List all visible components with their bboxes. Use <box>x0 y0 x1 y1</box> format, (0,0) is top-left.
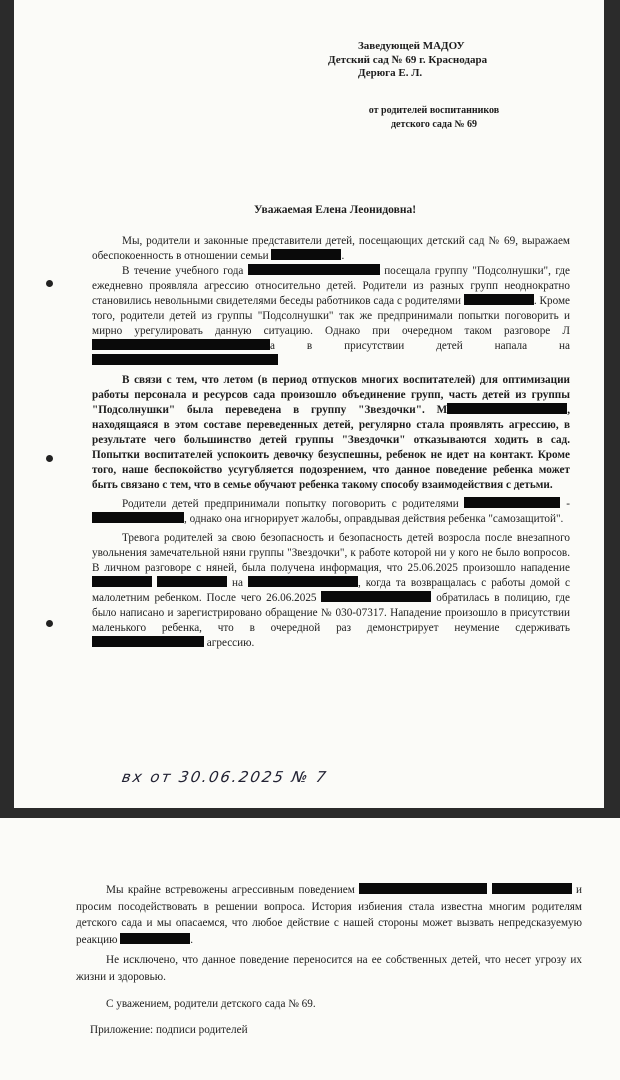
closing: С уважением, родители детского сада № 69. <box>106 997 316 1010</box>
sender-line-1: от родителей воспитанников <box>368 105 500 116</box>
redaction-bar <box>120 933 190 944</box>
paragraph: Не исключено, что данное поведение переносится на ее собственных детей, что несет угрозу их жизни и здоровью. <box>76 954 582 983</box>
letter-body-page-1 <box>92 234 570 651</box>
redaction-bar <box>447 403 567 414</box>
addressee-line-1: Заведующей МАДОУ <box>358 40 465 52</box>
letter-page-2 <box>0 818 620 1080</box>
redaction-bar <box>92 339 270 350</box>
paragraph: В связи с тем, что летом (в период отпусков многих воспитателей) для оптимизации работы персонала и ресурсов сада произошло объединение групп, часть детей из группы "Подсолнушки" была переведена в группу "Звездочки". М , находящаяся в этом составе переведенных детей, регулярно стала проявлять агрессию, в результате чего большинство детей группы "Звездочки" отказываются ходить в сад. Попытки воспитателей успокоить девочку безуспешны, ребенок не идет на контакт. Кроме того, наше беспокойство усугубляется подозрением, что данное поведение ребенка может быть связано с тем, что в семье обучают ребенка такому способу взаимодействия с детьми. <box>92 374 570 491</box>
redaction-bar <box>464 294 534 305</box>
paragraph: В течение учебного года посещала группу "Подсолнушки", где ежедневно проявляла агрессию относительно детей. Родители из разных групп неоднократно становились невольными свидетелями беседы работников сада с родителями . Кроме того, родители детей из группы "Подсолнушки" так же предпринимали попытки поговорить и мирно урегулировать данную ситуацию. Однако при очередном таком разговоре Ла в присутствии детей напала на <box>92 264 570 369</box>
sender-line-2: детского сада № 69 <box>390 119 478 130</box>
paragraph: Родители детей предпринимали попытку поговорить с родителями - , однако она игнорирует жалобы, оправдывая действия ребенка "самозащитой". <box>92 497 570 527</box>
greeting: Уважаемая Елена Леонидовна! <box>254 204 417 216</box>
redaction-bar <box>92 576 152 587</box>
letter-body-page-2 <box>76 882 582 1039</box>
redaction-bar <box>157 576 227 587</box>
handwritten-registration-note: вх от 30.06.2025 № 7 <box>120 768 330 786</box>
redaction-bar <box>248 264 380 275</box>
punch-hole <box>46 455 53 462</box>
attachment-note: Приложение: подписи родителей <box>90 1024 248 1037</box>
redaction-bar <box>92 636 204 647</box>
redaction-bar <box>359 883 487 894</box>
addressee-block <box>314 40 554 81</box>
sender-block <box>314 104 554 132</box>
redaction-bar <box>321 591 431 602</box>
redaction-bar <box>92 354 278 365</box>
redaction-bar <box>248 576 358 587</box>
redaction-bar <box>92 512 184 523</box>
paragraph: Мы, родители и законные представители детей, посещающих детский сад № 69, выражаем обеспокоенность в отношении семьи . <box>92 235 570 262</box>
punch-hole <box>46 280 53 287</box>
redaction-bar <box>464 497 560 508</box>
redaction-bar <box>492 883 572 894</box>
redaction-bar <box>271 249 341 260</box>
punch-hole <box>46 620 53 627</box>
paragraph: Мы крайне встревожены агрессивным поведением и просим посодействовать в решении вопроса. История избиения стала известна многим родителям детского сада и мы опасаемся, что любое действие с нашей стороны может вызвать непредсказуемую реакцию . <box>76 884 583 946</box>
letter-page-1 <box>14 0 604 808</box>
paragraph: Тревога родителей за свою безопасность и безопасность детей возросла после внезапного увольнения замечательной няни группы "Звездочки", к работе которой ни у кого не было вопросов. В личном разговоре с няней, была получена информация, что 25.06.2025 произошло нападение на , когда та возвращалась с работы домой с малолетним ребенком. После чего 26.06.2025 обратилась в полицию, где было написано и зарегистрировано обращение № 030-07317. Нападение произошло в присутствии маленького ребенка, что в очередной раз демонстрирует неумение сдерживать агрессию. <box>92 532 571 649</box>
addressee-line-2: Детский сад № 69 г. Краснодара <box>328 53 488 66</box>
addressee-line-3: Дерюга Е. Л. <box>358 67 423 79</box>
